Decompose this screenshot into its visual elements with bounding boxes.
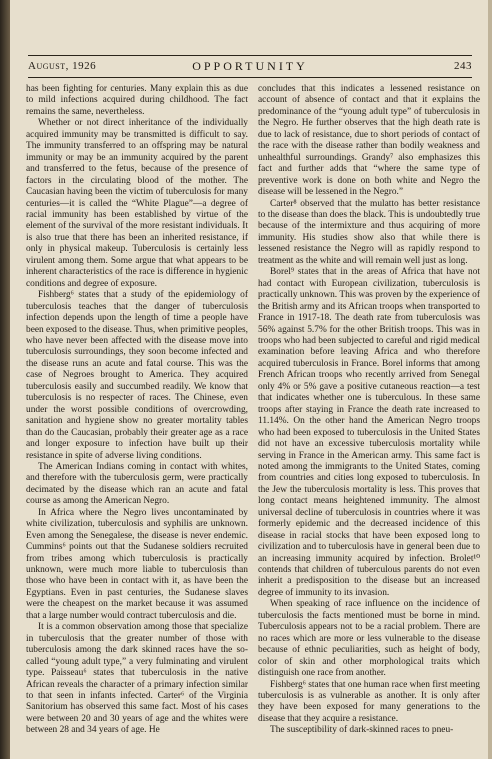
running-header (28, 58, 472, 76)
paragraph: When speaking of race influence on the incidence of tuberculosis the facts mentioned must be borne in mind. Tuberculosis appears not to be a racial problem. There are no races which are more or less vulnerable to the disease because of ethnic peculiarities, such as height of body, color of skin and other morphological traits which distinguish one race from another. (258, 599, 480, 679)
header-top-rule (28, 55, 472, 56)
magazine-page (10, 0, 488, 759)
paragraph: The susceptibility of dark-skinned races to pneu- (270, 725, 454, 736)
paragraph: Whether or not direct inheritance of the individually acquired immunity may be transmitted is difficult to say. The immunity transferred to an offspring may be natural immunity or may be an immunity acquired by the parent and transferred to the fetus, because of the presence of factors in the circulating blood of the mother. The Caucasian having been the victim of tuberculosis for many centuries—it is called the “White Plague”—a degree of racial immunity has been established by virtue of the element of the survival of the more resistant individuals. It is also true that there has been an inherited resistance, if only in physical makeup. Tuberculosis is certainly less virulent among them. Some argue that what appears to be inherent characteristics of the race is difference in hygienic conditions and degree of exposure. (26, 118, 248, 289)
paragraph: Fishberg⁶ states that a study of the epidemiology of tuberculosis teaches that the danger of tuberculosis infection depends upon the length of time a people have been exposed to the disease. Thus, when primitive peoples, who have never been affected with the disease move into tuberculosis surroundings, they soon become infected and the disease runs an acute and fatal course. This was the case of Negroes brought to America. They acquired tuberculosis easily and succumbed readily. We know that tuberculosis is no respecter of races. The Chinese, even under the worst possible conditions of overcrowding, sanitation and hygiene show no greater mortality tables than do the Caucasian, probably their greater age as a race and longer exposure to infection have built up their resistance in spite of adverse living conditions. (26, 290, 248, 461)
right-column (258, 84, 480, 754)
left-column (26, 84, 248, 754)
paragraph: Carter⁸ observed that the mulatto has better resistance to the disease than does the black. This is undoubtedly true because of the intermixture and thus acquiring of more immunity. His studies show also that while there is lessened resistance the Negro will as rapidly respond to treatment as the white and will remain well just as long. (258, 198, 480, 266)
paragraph: It is a common observation among those that specialize in tuberculosis that the greater number of those with tuberculosis among the dark skinned races have the so-called “young adult type,” a very fulminating and virulent type. Paisseau⁶ states that tuberculosis in the native African reveals the character of a primary infection similar to that seen in infants infected. Carter⁶ of the Virginia Sanitorium has observed this same fact. Most of his cases were between 20 and 30 years of age and the whites were between 28 and 34 years of age. He (26, 622, 248, 736)
header-bottom-rule (28, 77, 472, 78)
paragraph: The American Indians coming in contact with whites, and therefore with the tuberculosis germ, were practically decimated by the disease which ran an acute and fatal course as among the American Negro. (26, 461, 248, 507)
magazine-title: OPPORTUNITY (192, 59, 308, 73)
paragraph: In Africa where the Negro lives uncontaminated by white civilization, tuberculosis and syphilis are unknown. Even among the Senegalese, the disease is never endemic. Cummins⁶ points out that the Sudanese soldiers recruited from tribes among which tuberculosis is practically unknown, were much more liable to tuberculosis than those who have been in contact with it, as have been the Egyptians. Even in past centuries, the Sudanese slaves were the cheapest on the market because it was assumed that a large number would contract tuberculosis and die. (26, 507, 248, 621)
page-number: 243 (454, 60, 472, 72)
paragraph: has been fighting for centuries. Many explain this as due to mild infections acquired during childhood. The fact remains the same, nevertheless. (26, 84, 248, 117)
paragraph: Fishberg⁶ states that one human race when first meeting tuberculosis is as vulnerable as another. It is only after they have been exposed for many generations to the disease that they acquire a resistance. (258, 679, 480, 724)
page-binding-shadow (0, 0, 10, 759)
paragraph: Borel⁹ states that in the areas of Africa that have not had contact with European civilization, tuberculosis is practically unknown. This was proven by the experience of the British army and its African troops when transported to France in 1917-18. The death rate from tuberculosis was 56% against 5.7% for the other British troops. This was in troops who had been subjected to careful and rigid medical examination before leaving Africa and who therefore acquired tuberculosis in France. Borel informs that among French African troops who recently arrived from Senegal only 4% or 5% gave a positive cutaneous reaction—a test that indicates whether one is tuberculous. In these same troops after staying in France the death rate increased to 11.14%. On the other hand the American Negro troops who had been exposed to tuberculosis in the United States did not have an excessive tuberculosis mortality while serving in France in the American army. This same fact is noted among the immigrants to the United States, coming from countries and cities long exposed to tuberculosis. In the Jew the tuberculosis mortality is less. This proves that long contact means heightened immunity. The almost universal decline of tuberculosis in countries where it was formerly epidemic and the decreased incidence of this disease in racial stocks that have been exposed long to civilization and to tuberculosis have in general been due to an increasing immunity acquired by infection. Brolet¹⁰ contends that children of tuberculous parents do not even inherit a predisposition to the disease but an increased degree of immunity to its invasion. (258, 267, 480, 598)
issue-date: August, 1926 (28, 60, 97, 72)
paragraph: concludes that this indicates a lessened resistance on account of absence of contact and that it explains the predominance of the “young adult type” of tuberculosis in the Negro. He further observes that the high death rate is due to lack of resistance, due to short periods of contact of the race with the disease rather than bodily weakness and unhealthful surroundings. Grandy⁷ also emphasizes this fact and further adds that “where the same type of preventive work is done on both white and Negro the disease will be lessened in the Negro.” (258, 84, 480, 198)
